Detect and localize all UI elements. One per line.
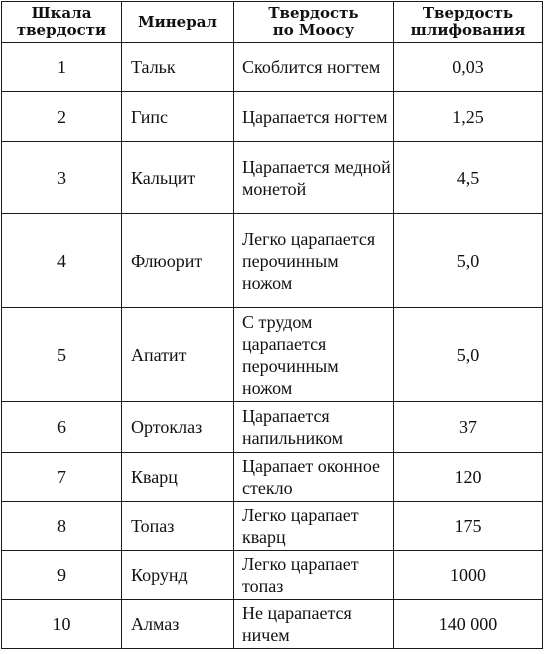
grinding-cell: 5,0 xyxy=(394,308,543,402)
mineral-cell: Кальцит xyxy=(122,142,234,214)
grinding-cell: 175 xyxy=(394,502,543,551)
header-mineral xyxy=(122,2,234,43)
header-grinding xyxy=(394,2,543,43)
table-row xyxy=(2,453,543,502)
scale-cell: 5 xyxy=(2,308,122,402)
header-grinding-label: Твердость шлифования xyxy=(410,4,526,39)
description-cell: С трудом царапается перочинным ножом xyxy=(234,308,394,402)
mineral-cell: Алмаз xyxy=(122,600,234,649)
scale-cell: 9 xyxy=(2,551,122,600)
scale-cell: 4 xyxy=(2,214,122,308)
scale-cell: 8 xyxy=(2,502,122,551)
grinding-cell: 0,03 xyxy=(394,43,543,92)
scale-cell: 10 xyxy=(2,600,122,649)
grinding-cell: 1000 xyxy=(394,551,543,600)
table-row xyxy=(2,142,543,214)
table-row xyxy=(2,502,543,551)
header-scale-label: Шкала твердости xyxy=(16,4,107,39)
description-cell: Царапается медной монетой xyxy=(234,142,394,214)
mineral-cell: Ортоклаз xyxy=(122,402,234,453)
header-row xyxy=(2,2,543,43)
mineral-cell: Тальк xyxy=(122,43,234,92)
table-row xyxy=(2,214,543,308)
description-cell: Царапает оконное стекло xyxy=(234,453,394,502)
grinding-cell: 37 xyxy=(394,402,543,453)
description-cell: Царапается напильником xyxy=(234,402,394,453)
mineral-cell: Флюорит xyxy=(122,214,234,308)
header-mineral-label: Минерал xyxy=(137,12,218,31)
grinding-cell: 140 000 xyxy=(394,600,543,649)
description-cell: Не царапается ничем xyxy=(234,600,394,649)
scale-cell: 3 xyxy=(2,142,122,214)
description-cell: Скоблится ногтем xyxy=(234,43,394,92)
mineral-cell: Кварц xyxy=(122,453,234,502)
table-row xyxy=(2,551,543,600)
grinding-cell: 5,0 xyxy=(394,214,543,308)
grinding-cell: 4,5 xyxy=(394,142,543,214)
description-cell: Легко царапает кварц xyxy=(234,502,394,551)
grinding-cell: 1,25 xyxy=(394,92,543,142)
header-mohs-label: Твердость по Моосу xyxy=(268,4,359,39)
header-mohs xyxy=(234,2,394,43)
mineral-cell: Корунд xyxy=(122,551,234,600)
mineral-cell: Топаз xyxy=(122,502,234,551)
grinding-cell: 120 xyxy=(394,453,543,502)
mineral-cell: Апатит xyxy=(122,308,234,402)
table-row xyxy=(2,402,543,453)
table-row xyxy=(2,600,543,649)
scale-cell: 6 xyxy=(2,402,122,453)
mohs-hardness-table xyxy=(1,1,543,649)
table-row xyxy=(2,92,543,142)
description-cell: Царапается ногтем xyxy=(234,92,394,142)
table-row xyxy=(2,308,543,402)
mineral-cell: Гипс xyxy=(122,92,234,142)
header-scale xyxy=(2,2,122,43)
scale-cell: 2 xyxy=(2,92,122,142)
description-cell: Легко царапает топаз xyxy=(234,551,394,600)
scale-cell: 7 xyxy=(2,453,122,502)
table-row xyxy=(2,43,543,92)
description-cell: Легко царапается перочинным ножом xyxy=(234,214,394,308)
scale-cell: 1 xyxy=(2,43,122,92)
